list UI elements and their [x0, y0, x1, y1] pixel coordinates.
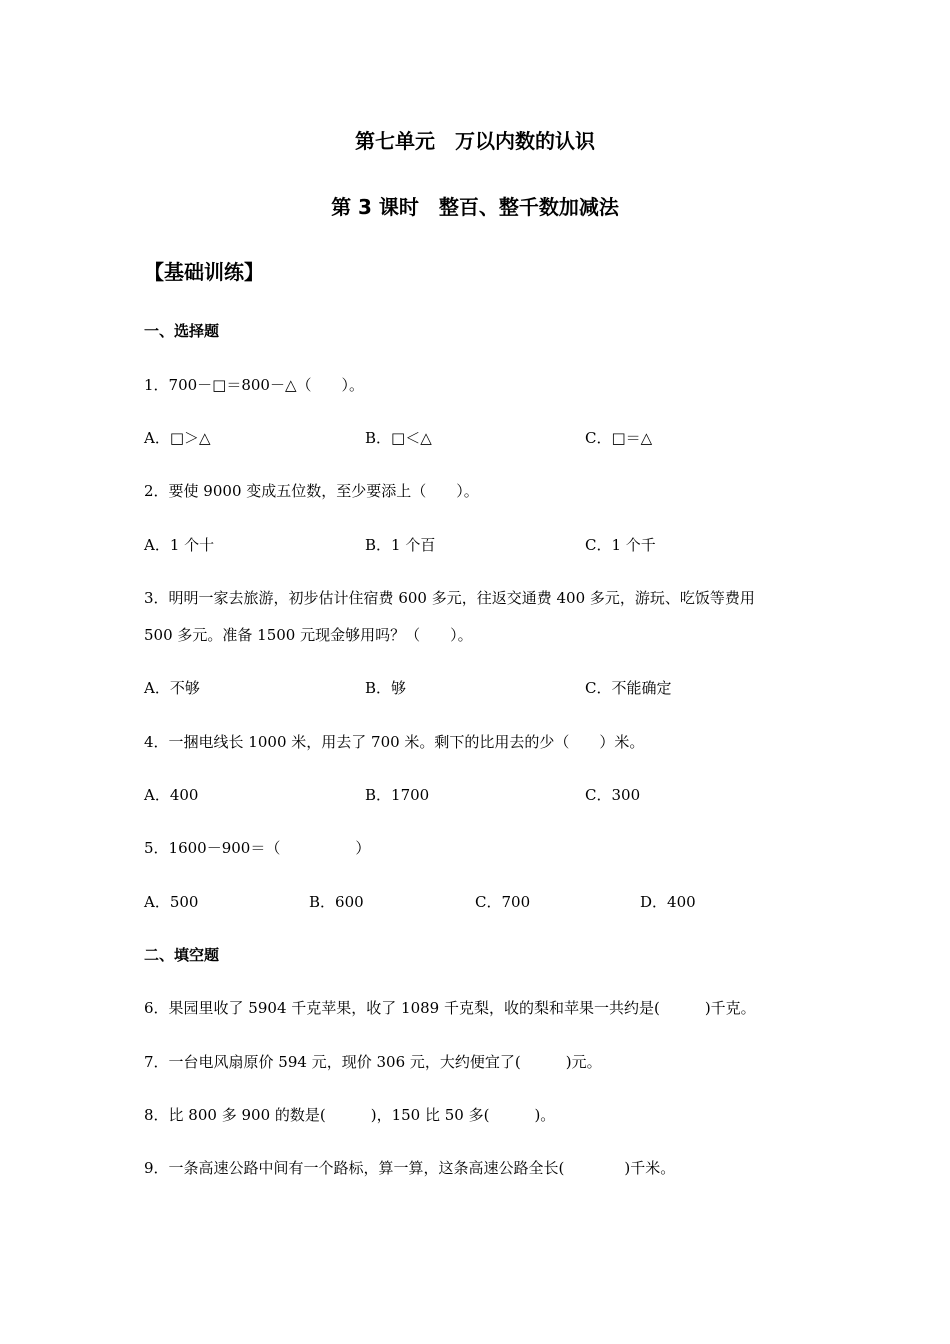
- q5-option-c: C．700: [475, 893, 531, 911]
- q5-option-b: B．600: [309, 893, 364, 911]
- q5-option-d: D．400: [640, 893, 696, 911]
- question-7: 7．一台电风扇原价 594 元，现价 306 元，大约便宜了( )元。: [144, 1053, 602, 1071]
- q3-option-b: B．够: [365, 679, 407, 697]
- section-basic-training: 【基础训练】: [144, 260, 264, 284]
- question-8: 8．比 800 多 900 的数是( )，150 比 50 多( )。: [144, 1106, 556, 1124]
- q2-option-c: C．1 个千: [585, 536, 656, 554]
- question-4: 4．一捆电线长 1000 米，用去了 700 米。剩下的比用去的少（ ）米。: [144, 733, 645, 751]
- q4-option-c: C．300: [585, 786, 641, 804]
- part2-heading: 二、填空题: [144, 946, 220, 964]
- q2-option-a: A．1 个十: [144, 536, 215, 554]
- question-3-line2: 500 多元。准备 1500 元现金够用吗？（ ）。: [144, 626, 473, 644]
- q3-option-c: C．不能确定: [585, 679, 672, 697]
- q3-option-a: A．不够: [144, 679, 200, 697]
- q4-option-a: A．400: [144, 786, 199, 804]
- q5-option-a: A．500: [144, 893, 199, 911]
- q2-option-b: B．1 个百: [365, 536, 436, 554]
- q1-option-c: C．□＝△: [585, 429, 653, 447]
- lesson-title: 第 3 课时 整百、整千数加减法: [331, 195, 619, 219]
- question-6: 6．果园里收了 5904 千克苹果，收了 1089 千克梨，收的梨和苹果一共约是( )千克。: [144, 999, 756, 1017]
- question-1: 1．700－□＝800－△（ ）。: [144, 376, 365, 394]
- question-9: 9．一条高速公路中间有一个路标，算一算，这条高速公路全长( )千米。: [144, 1159, 676, 1177]
- question-2: 2．要使 9000 变成五位数，至少要添上（ ）。: [144, 482, 479, 500]
- q1-option-a: A．□＞△: [144, 429, 211, 447]
- part1-heading: 一、选择题: [144, 322, 220, 340]
- q4-option-b: B．1700: [365, 786, 430, 804]
- unit-title: 第七单元 万以内数的认识: [355, 129, 595, 153]
- question-3-line1: 3．明明一家去旅游，初步估计住宿费 600 多元，往返交通费 400 多元，游玩、吃饭等费用: [144, 589, 755, 607]
- question-5: 5．1600－900＝（ ）: [144, 839, 371, 857]
- q1-option-b: B．□＜△: [365, 429, 432, 447]
